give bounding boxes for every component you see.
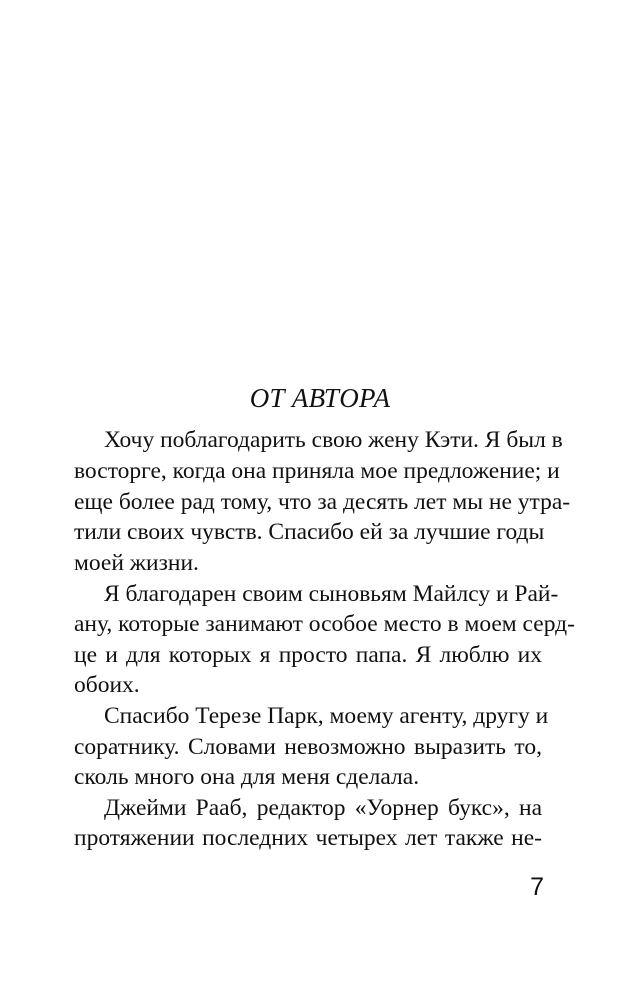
page-number: 7 <box>530 873 544 901</box>
text-line: тили своих чувств. Спасибо ей за лучшие годы <box>74 519 545 545</box>
text-line: ану, которые занимают особое место в моем серд- <box>74 611 575 637</box>
text-line: еще более рад тому, что за десять лет мы не утра- <box>74 489 571 515</box>
text-line: восторге, когда она приняла мое предложение; и <box>74 458 560 484</box>
text-line: це и для которых я просто папа. Я люблю их <box>74 642 542 668</box>
text-line: сколь много она для меня сделала. <box>74 764 420 790</box>
text-line: обоих. <box>74 672 140 698</box>
text-line: протяжении последних четырех лет также не- <box>74 825 542 851</box>
text-line: моей жизни. <box>74 550 199 576</box>
text-line: Спасибо Терезе Парк, моему агенту, другу и <box>104 703 549 729</box>
text-line: Я благодарен своим сыновьям Майлсу и Рай- <box>104 581 559 607</box>
text-line: соратнику. Словами невозможно выразить то, <box>74 734 542 760</box>
section-heading: ОТ АВТОРА <box>249 383 391 413</box>
text-line: Хочу поблагодарить свою жену Кэти. Я был в <box>104 427 563 453</box>
text-line: Джейми Рааб, редактор «Уорнер букс», на <box>104 795 542 821</box>
